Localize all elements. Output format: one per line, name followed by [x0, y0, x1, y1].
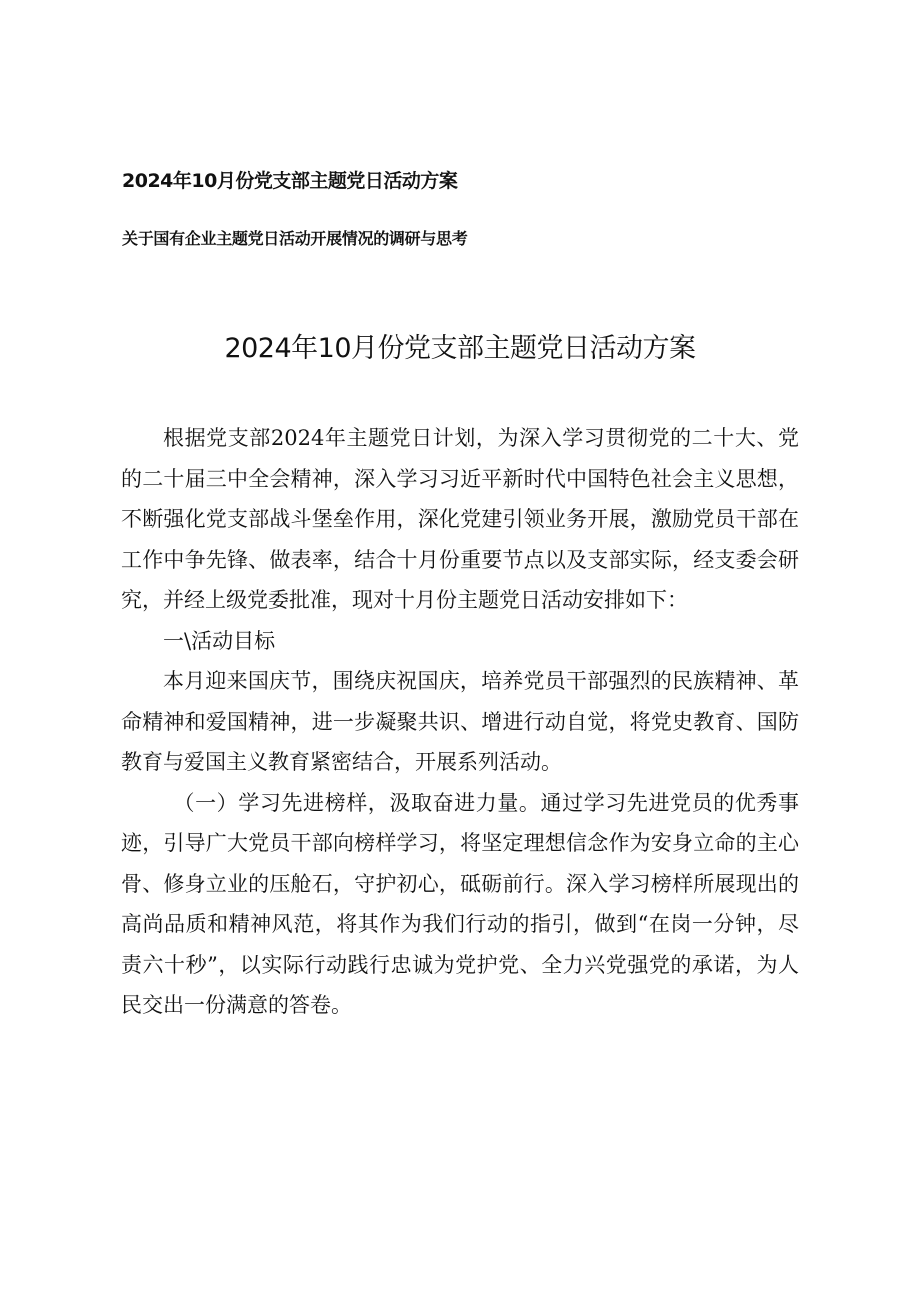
document-body: [121, 418, 799, 1026]
toc-entry-1: 2024年10月份党支部主题党日活动方案: [122, 170, 458, 192]
document-title: 2024年10月份党支部主题党日活动方案: [224, 333, 696, 364]
goal-paragraph: 本月迎来国庆节，围绕庆祝国庆，培养党员干部强烈的民族精神、革命精神和爱国精神，进一步凝聚共识、增进行动自觉，将党史教育、国防教育与爱国主义教育紧密结合，开展系列活动。: [121, 669, 799, 774]
toc-entry-2: 关于国有企业主题党日活动开展情况的调研与思考: [122, 229, 468, 248]
intro-paragraph: 根据党支部2024年主题党日计划，为深入学习贯彻党的二十大、党的二十届三中全会精神，深入学习习近平新时代中国特色社会主义思想，不断强化党支部战斗堡垒作用，深化党建引领业务开展，激励党员干部在工作中争先锋、做表率，结合十月份重要节点以及支部实际，经支委会研究，并经上级党委批准，现对十月份主题党日活动安排如下：: [121, 426, 799, 612]
subsection-paragraph-1: （一）学习先进榜样，汲取奋进力量。通过学习先进党员的优秀事迹，引导广大党员干部向榜样学习，将坚定理想信念作为安身立命的主心骨、修身立业的压舱石，守护初心，砥砺前行。深入学习榜样所展现出的高尚品质和精神风范，将其作为我们行动的指引，做到“在岗一分钟，尽责六十秒”，以实际行动践行忠诚为党护党、全力兴党强党的承诺，为人民交出一份满意的答卷。: [121, 790, 799, 1017]
section-heading-activity-goal: 一\活动目标: [163, 628, 276, 653]
